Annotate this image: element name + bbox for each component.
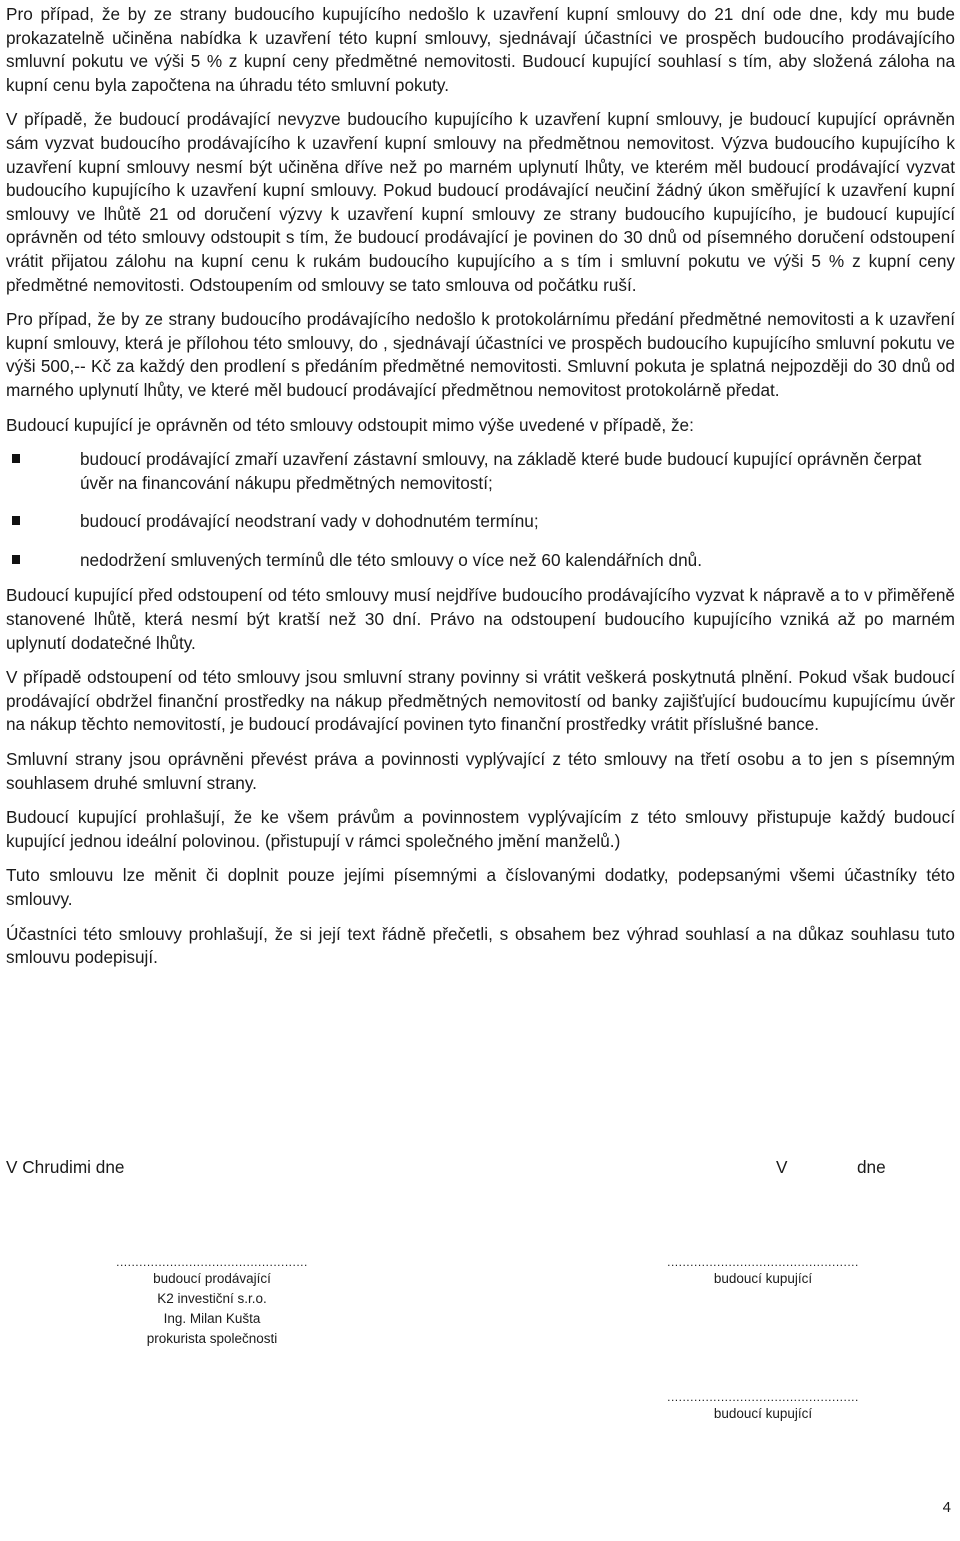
square-bullet-icon bbox=[12, 454, 20, 463]
list-item-text: nedodržení smluvených termínů dle této smlouvy o více než 60 kalendářních dnů. bbox=[80, 549, 702, 570]
paragraph-withdrawal-intro: Budoucí kupující je oprávněn od této smlouvy odstoupit mimo výše uvedené v případě, že: bbox=[6, 414, 694, 435]
signatory-company: K2 investiční s.r.o. bbox=[157, 1291, 267, 1306]
paragraph-amendments: Tuto smlouvu lze měnit či doplnit pouze jejími písemnými a číslovanými dodatky, podepsanými všemi účastníky této smlouvy. bbox=[6, 865, 955, 909]
list-item bbox=[6, 549, 955, 573]
signing-place-right: V bbox=[776, 1157, 788, 1177]
signatory-role: budoucí kupující bbox=[713, 1271, 813, 1286]
list-item bbox=[6, 510, 955, 534]
signature-line: .................................................. bbox=[667, 1255, 859, 1269]
list-item-text: budoucí prodávající neodstraní vady v dohodnutém termínu; bbox=[80, 511, 539, 532]
signatory-role: budoucí prodávající bbox=[153, 1271, 271, 1286]
paragraph-buyer-penalty: Pro případ, že by ze strany budoucího kupujícího nedošlo k uzavření kupní smlouvy do 21 dní ode dne, kdy mu bude prokazatelně učiněna nabídka k uzavření této kupní smlouvy, sjednávají účastníci ve prospěch budoucího prodávajícího smluvní pokutu ve výši 5 % z kupní ceny předmětné nemovitosti. Budoucí kupující souhlasí s tím, aby složená záloha na kupní cenu byla započtena na úhradu této smluvní pokuty. bbox=[6, 4, 955, 95]
paragraph-assignment: Smluvní strany jsou oprávněni převést práva a povinnosti vyplývající z této smlouvy na třetí osobu a to jen s písemným souhlasem druhé smluvní strany. bbox=[6, 749, 955, 793]
signatory-name: Ing. Milan Kušta bbox=[163, 1311, 261, 1326]
signature-block-buyer-2 bbox=[623, 1390, 903, 1424]
list-item-text: budoucí prodávající zmaří uzavření zástavní smlouvy, na základě které bude budoucí kupující oprávněn čerpat úvěr na financování nákupu předmětných nemovitostí; bbox=[80, 449, 922, 493]
signature-line: .................................................. bbox=[667, 1390, 859, 1404]
contract-page bbox=[6, 3, 955, 981]
paragraph-seller-penalty: Pro případ, že by ze strany budoucího prodávajícího nedošlo k protokolárnímu předání předmětné nemovitosti a k uzavření kupní smlouvy, která je přílohou této smlouvy, do , sjednávají účastníci ve prospěch budoucího kupujícího smluvní pokutu ve výši 500,-- Kč za každý den prodlení s předáním předmětné nemovitosti. Smluvní pokuta je splatná nejpozději do 30 dnů od marného uplynutí lhůty, ve které měl budoucí prodávající předmětnou nemovitost protokolárně předat. bbox=[6, 309, 955, 400]
paragraph-declaration: Účastníci této smlouvy prohlašují, že si její text řádně přečetli, s obsahem bez výhrad souhlasí a na důkaz souhlasu tuto smlouvu podepisují. bbox=[6, 923, 955, 968]
page-number: 4 bbox=[942, 1499, 951, 1516]
paragraph-buyer-invitation: V případě, že budoucí prodávající nevyzve budoucího kupujícího k uzavření kupní smlouvy, je budoucí kupující oprávněn sám vyzvat budoucího prodávajícího k uzavření kupní smlouvy na předmětnou nemovitost. Výzva budoucího kupujícího k uzavření kupní smlouvy nesmí být učiněna dříve než po marném uplynutí lhůty, ve kterém měl budoucí prodávající vyzvat budoucího kupujícího k uzavření kupní smlouvy. Pokud budoucí prodávající neučiní žádný úkon směřující k uzavření kupní smlouvy ve lhůtě 21 od doručení výzvy k uzavření kupní smlouvy ze strany budoucího kupujícího, je budoucí kupující oprávněn od této smlouvy odstoupit s tím, že budoucí prodávající je povinen do 30 dnů od písemného doručení odstoupení vrátit přijatou zálohu na kupní cenu k rukám budoucího kupujícího a s tím i smluvní pokutu ve výši 5 % z kupní ceny předmětné nemovitosti. Odstoupením od smlouvy se tato smlouva od počátku ruší. bbox=[6, 109, 955, 295]
signing-place-left: V Chrudimi dne bbox=[6, 1157, 125, 1177]
paragraph-restitution: V případě odstoupení od této smlouvy jsou smluvní strany povinny si vrátit veškerá poskytnutá plnění. Pokud však budoucí prodávající obdržel finanční prostředky na nákup předmětných nemovitostí od banky zajišťující budoucímu kupujícímu úvěr na nákup těchto nemovitostí, je budoucí prodávající povinen tyto finanční prostředky vrátit příslušné bance. bbox=[6, 667, 955, 735]
list-item bbox=[6, 448, 955, 495]
signatory-position: prokurista společnosti bbox=[146, 1331, 278, 1346]
signatory-role: budoucí kupující bbox=[713, 1406, 813, 1421]
signature-line: .................................................. bbox=[116, 1255, 308, 1269]
square-bullet-icon bbox=[12, 516, 20, 525]
signature-block-seller bbox=[72, 1255, 352, 1349]
paragraph-remedy-notice: Budoucí kupující před odstoupení od této smlouvy musí nejdříve budoucího prodávajícího vyzvat k nápravě a to v přiměřeně stanovené lhůtě, která nesmí být kratší než 30 dní. Právo na odstoupení budoucího kupujícího vzniká až po marném uplynutí dodatečné lhůty. bbox=[6, 585, 955, 653]
withdrawal-conditions-list bbox=[6, 448, 955, 572]
paragraph-joint-ownership: Budoucí kupující prohlašují, že ke všem právům a povinnostem vyplývajícím z této smlouvy přistupuje každý budoucí kupující jednou ideální polovinou. (přistupují v rámci společného jmění manželů.) bbox=[6, 807, 955, 851]
square-bullet-icon bbox=[12, 555, 20, 564]
signing-date-right: dne bbox=[857, 1157, 886, 1177]
signature-block-buyer-1 bbox=[623, 1255, 903, 1289]
